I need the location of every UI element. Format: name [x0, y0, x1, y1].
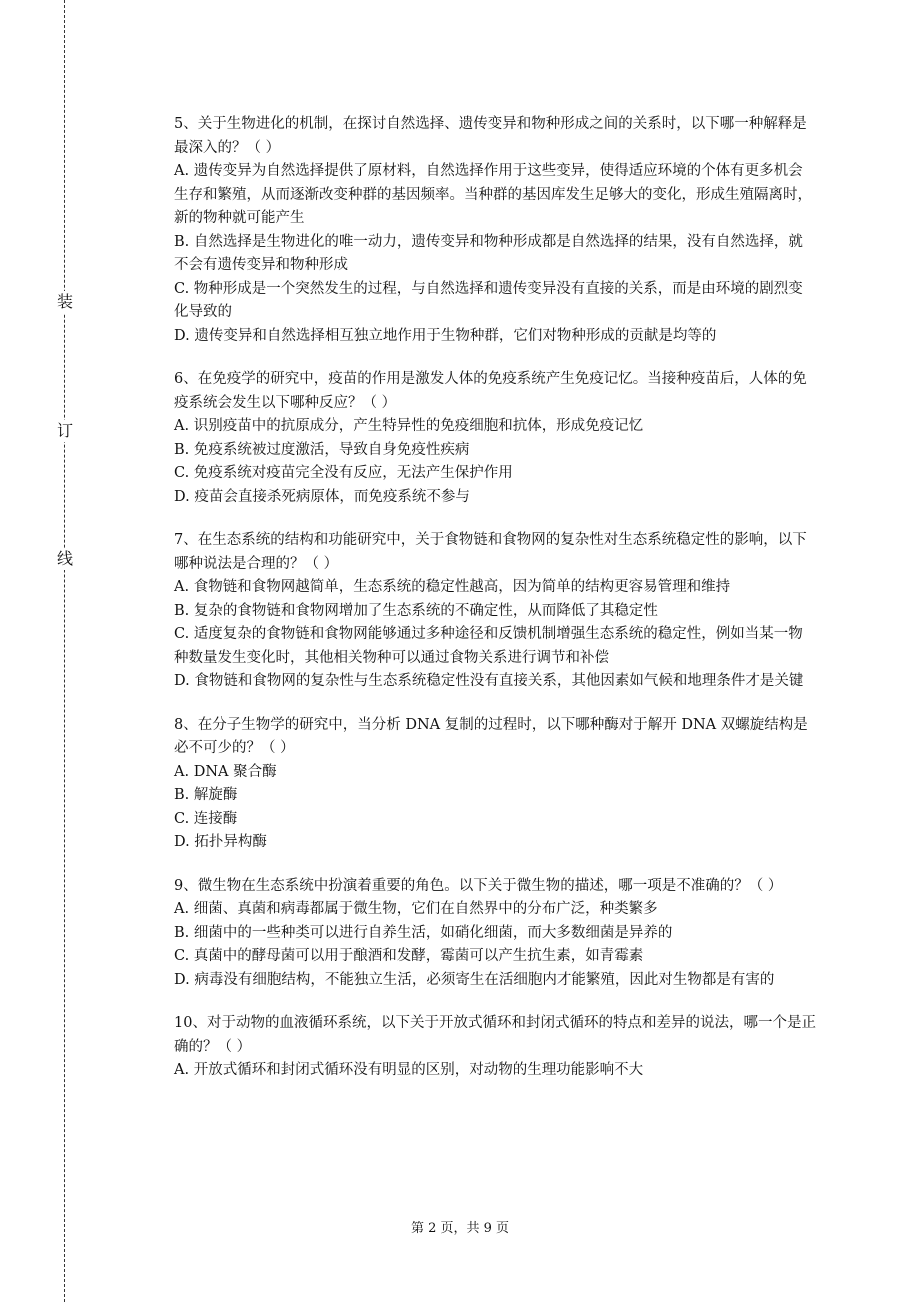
question-7: [174, 529, 817, 694]
question-8: [174, 714, 817, 855]
option-a: A. 开放式循环和封闭式循环没有明显的区别，对动物的生理功能影响不大: [174, 1062, 644, 1078]
question-5: [174, 113, 817, 348]
option-b: B. 复杂的食物链和食物网增加了生态系统的不确定性，从而降低了其稳定性: [174, 602, 658, 619]
option-c: C. 适度复杂的食物链和食物网能够通过多种途径和反馈机制增强生态系统的稳定性，例如当某一物种数量发生变化时，其他相关物种可以通过食物关系进行调节和补偿: [174, 626, 803, 666]
option-a: A. 识别疫苗中的抗原成分，产生特异性的免疫细胞和抗体，形成免疫记忆: [174, 418, 644, 434]
option-c: C. 真菌中的酵母菌可以用于酿酒和发酵，霉菌可以产生抗生素，如青霉素: [174, 948, 644, 964]
question-list: [174, 113, 817, 1103]
question-10: [174, 1012, 817, 1083]
option-d: D. 食物链和食物网的复杂性与生态系统稳定性没有直接关系，其他因素如气候和地理条件才是关键: [174, 673, 804, 689]
question-stem: 6、在免疫学的研究中，疫苗的作用是激发人体的免疫系统产生免疫记忆。当接种疫苗后，人体的免疫系统会发生以下哪种反应？（ ）: [174, 371, 807, 411]
question-6: [174, 368, 817, 509]
question-stem: 10、对于动物的血液循环系统，以下关于开放式循环和封闭式循环的特点和差异的说法，哪一个是正确的？（ ）: [174, 1015, 816, 1055]
option-b: B. 解旋酶: [174, 787, 238, 803]
option-d: D. 遗传变异和自然选择相互独立地作用于生物种群，它们对物种形成的贡献是均等的: [174, 327, 717, 344]
question-stem: 8、在分子生物学的研究中，当分析 DNA 复制的过程时，以下哪种酶对于解开 DNA 双螺旋结构是必不可少的？（ ）: [174, 716, 808, 756]
binding-char-ding: 订: [56, 421, 73, 440]
option-d: D. 拓扑异构酶: [174, 834, 267, 850]
question-stem: 7、在生态系统的结构和功能研究中，关于食物链和食物网的复杂性对生态系统稳定性的影响，以下哪种说法是合理的？（ ）: [174, 532, 807, 572]
option-b: B. 免疫系统被过度激活，导致自身免疫性疾病: [174, 441, 470, 458]
option-b: B. 细菌中的一些种类可以进行自养生活，如硝化细菌，而大多数细菌是异养的: [174, 924, 673, 941]
binding-char-zhuang: 装: [56, 292, 73, 311]
question-9: [174, 875, 817, 993]
binding-char-xian: 线: [56, 549, 73, 568]
option-a: A. 细菌、真菌和病毒都属于微生物，它们在自然界中的分布广泛，种类繁多: [174, 901, 658, 917]
option-c: C. 连接酶: [174, 810, 238, 827]
option-d: D. 疫苗会直接杀死病原体，而免疫系统不参与: [174, 488, 470, 505]
question-stem: 5、关于生物进化的机制，在探讨自然选择、遗传变异和物种形成之间的关系时，以下哪一种解释是最深入的？（ ）: [174, 116, 807, 156]
option-b: B. 自然选择是生物进化的唯一动力，遗传变异和物种形成都是自然选择的结果，没有自然选择，就不会有遗传变异和物种形成: [174, 233, 803, 273]
option-d: D. 病毒没有细胞结构，不能独立生活，必须寄生在活细胞内才能繁殖，因此对生物都是有害的: [174, 971, 775, 988]
option-a: A. 食物链和食物网越简单，生态系统的稳定性越高，因为简单的结构更容易管理和维持: [174, 579, 731, 595]
option-c: C. 免疫系统对疫苗完全没有反应，无法产生保护作用: [174, 465, 513, 481]
binding-dashed-line: [64, 0, 65, 1302]
option-a: A. 遗传变异为自然选择提供了原材料，自然选择作用于这些变异，使得适应环境的个体有更多机会生存和繁殖，从而逐渐改变种群的基因频率。当种群的基因库发生足够大的变化，形成生殖隔离时，新的物种就可能产生: [174, 163, 812, 226]
option-a: A. DNA 聚合酶: [174, 763, 277, 780]
option-c: C. 物种形成是一个突然发生的过程，与自然选择和遗传变异没有直接的关系，而是由环境的剧烈变化导致的: [174, 280, 803, 320]
page-number-footer: 第 2 页，共 9 页: [410, 1221, 510, 1236]
question-stem: 9、微生物在生态系统中扮演着重要的角色。以下关于微生物的描述，哪一项是不准确的？（ ）: [174, 877, 783, 894]
